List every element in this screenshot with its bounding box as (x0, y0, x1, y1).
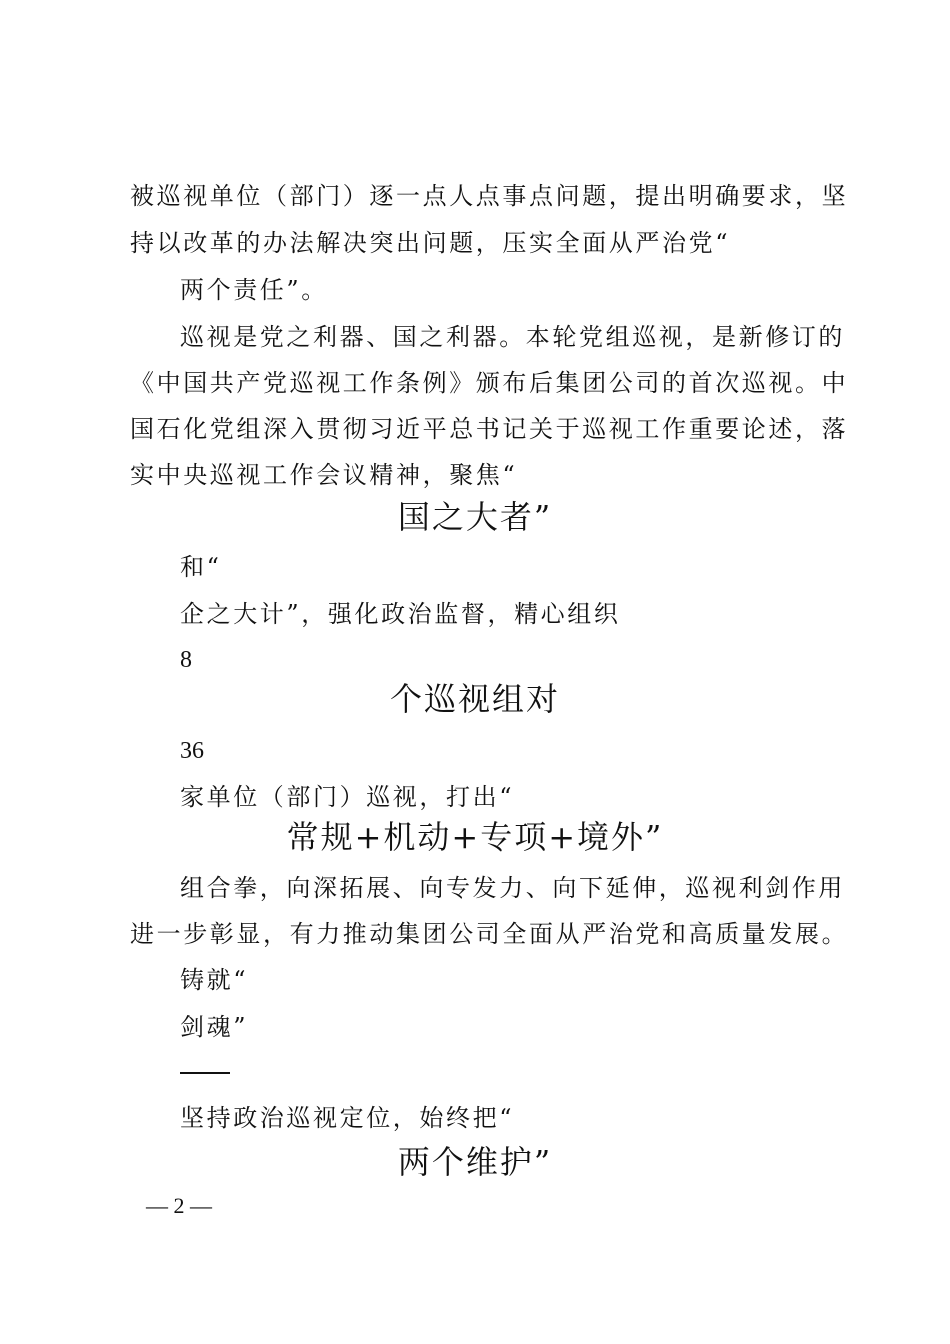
paragraph-line: 被巡视单位（部门）逐一点人点事点问题，提出明确要求，坚 (130, 182, 849, 210)
paragraph-line: 坚持政治巡视定位，始终把“ (180, 1104, 515, 1132)
number-line: 8 (180, 647, 192, 673)
emphasis-line: 常规+机动+专项+境外” (286, 818, 664, 856)
paragraph-line: 国石化党组深入贯彻习近平总书记关于巡视工作重要论述，落 (130, 415, 849, 443)
paragraph-line: 《中国共产党巡视工作条例》颁布后集团公司的首次巡视。中 (130, 369, 849, 397)
paragraph-line: 企之大计”，强化政治监督，精心组织 (180, 600, 621, 628)
dash-rule (180, 1072, 230, 1074)
paragraph-line: 组合拳，向深拓展、向专发力、向下延伸，巡视利剑作用 (180, 874, 845, 902)
paragraph-line: 巡视是党之利器、国之利器。本轮党组巡视，是新修订的 (180, 323, 845, 351)
paragraph-line: 进一步彰显，有力推动集团公司全面从严治党和高质量发展。 (130, 920, 849, 948)
emphasis-line: 两个维护” (397, 1143, 553, 1181)
paragraph-line: 家单位（部门）巡视，打出“ (180, 783, 515, 811)
emphasis-line: 个巡视组对 (389, 680, 560, 718)
paragraph-line: 铸就“ (180, 966, 249, 994)
paragraph-line: 实中央巡视工作会议精神，聚焦“ (130, 461, 518, 489)
paragraph-line: 剑魂” (180, 1013, 249, 1041)
paragraph-line: 和“ (180, 553, 222, 581)
page-number: — 2 — (146, 1193, 212, 1218)
emphasis-line: 国之大者” (397, 498, 553, 536)
paragraph-line: 两个责任”。 (180, 276, 328, 304)
number-line: 36 (180, 738, 204, 764)
paragraph-line: 持以改革的办法解决突出问题，压实全面从严治党“ (130, 229, 731, 257)
